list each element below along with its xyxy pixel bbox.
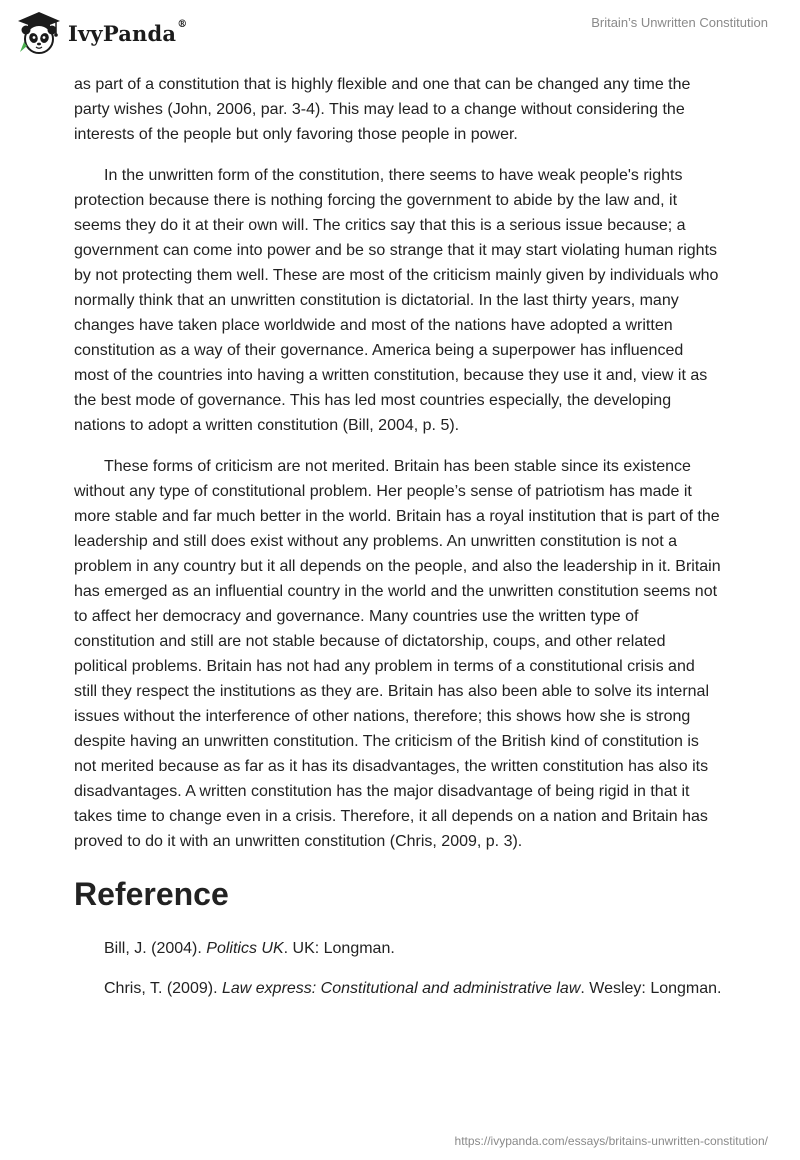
brand-text: IvyPanda xyxy=(68,20,177,46)
ivypanda-logo[interactable] xyxy=(14,8,187,58)
source-url-link[interactable]: https://ivypanda.com/essays/britains-unwritten-constitution/ xyxy=(454,1134,768,1148)
reference-item xyxy=(74,936,722,961)
reference-item xyxy=(74,976,722,1001)
body-paragraph: These forms of criticism are not merited. Britain has been stable since its existence without any type of constitutional problem. Her people’s sense of patriotism has made it more stable and far much better in the world. Britain has a royal institution that is part of the leadership and still does exist without any problems. An unwritten constitution is not a problem in any country but it all depends on the people, and also the leadership in it. Britain has emerged as an influential country in the world and the unwritten constitution seems not to affect her democracy and governance. Many countries use the written type of constitution and still are not stable because of dictatorship, coups, and other related political problems. Britain has not had any problem in terms of a constitutional crisis and still they respect the institutions as they are. Britain has also been able to solve its internal issues without the interference of other nations, therefore; this shows how she is strong despite having an unwritten constitution. The criticism of the British kind of constitution is not merited because as far as it has its disadvantages, the written constitution has also its disadvantages. A written constitution has the major disadvantage of being rigid in that it takes time to change even in a crisis. Therefore, it all depends on a nation and Britain has proved to do it with an unwritten constitution (Chris, 2009, p. 3). xyxy=(74,458,721,850)
essay-content xyxy=(74,72,722,1016)
reference-author-year: Bill, J. (2004). xyxy=(104,940,207,957)
body-paragraph: In the unwritten form of the constitution, there seems to have weak people's rights protection because there is nothing forcing the government to abide by the law and, it seems they do it at their own will. The critics say that this is a serious issue because; a government can come into power and be so strange that it may start violating human rights by not protecting them well. These are most of the criticism mainly given by individuals who normally think that an unwritten constitution is dictatorial. In the last thirty years, many changes have taken place worldwide and most of the nations have adopted a written constitution as a way of their governance. America being a superpower has influenced most of the countries into having a written constitution, because they use it and, view it as the best mode of governance. This has led most countries especially, the developing nations to adopt a written constitution (Bill, 2004, p. 5). xyxy=(74,167,719,434)
reference-publisher: . Wesley: Longman. xyxy=(580,980,722,997)
reference-publisher: . UK: Longman. xyxy=(283,940,395,957)
reference-author-year: Chris, T. (2009). xyxy=(104,980,222,997)
document-title: Britain’s Unwritten Constitution xyxy=(591,15,768,30)
body-paragraph: as part of a constitution that is highly flexible and one that can be changed any time the party wishes (John, 2006, par. 3-4). This may lead to a change without considering the interests of the people but only favoring those people in power. xyxy=(74,76,691,143)
brand-name xyxy=(68,18,188,46)
reference-heading: Reference xyxy=(74,876,229,912)
registered-mark: ® xyxy=(177,18,188,30)
panda-mascot-icon xyxy=(14,8,64,58)
page-header xyxy=(0,0,800,70)
reference-title: Politics UK xyxy=(206,940,284,957)
reference-title: Law express: Constitutional and administrative law xyxy=(221,980,581,997)
